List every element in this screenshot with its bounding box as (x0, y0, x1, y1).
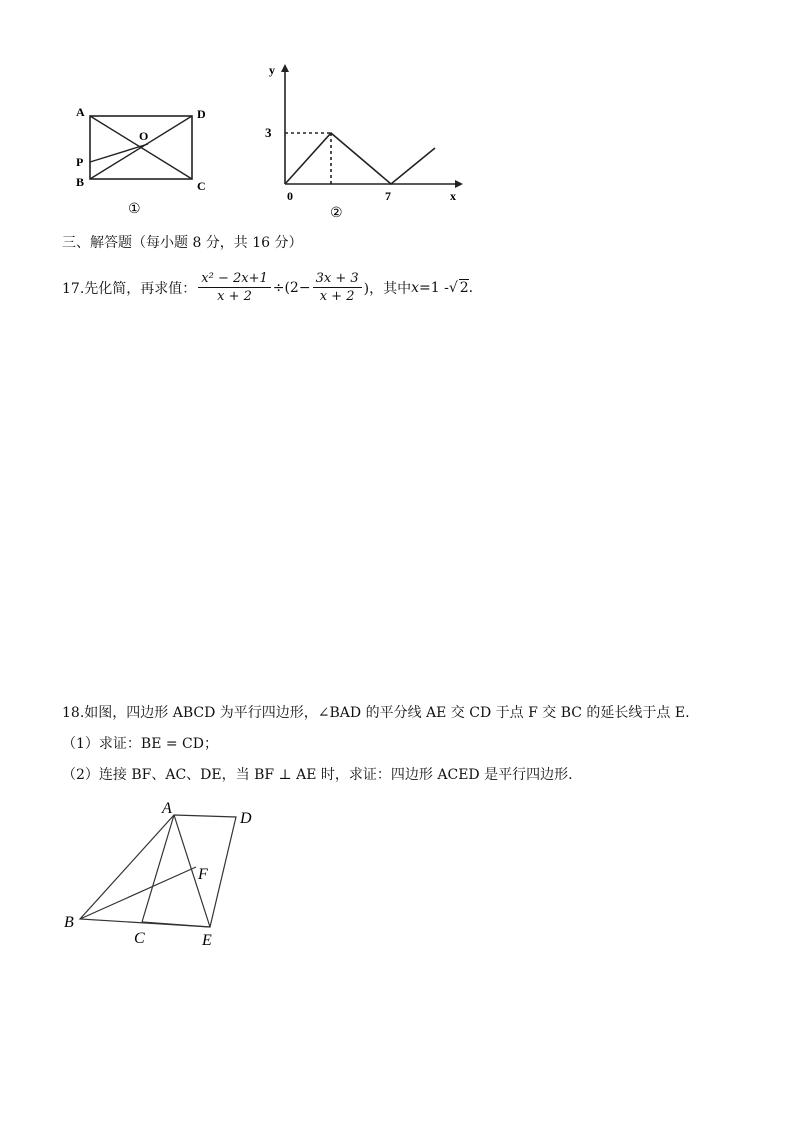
figure-3-parallelogram (60, 795, 270, 955)
q17-fraction-1-denominator: x + 2 (217, 289, 252, 304)
sqrt-icon: √ (448, 279, 458, 296)
figure-1-rectangle (70, 100, 220, 220)
label-C: C (197, 179, 206, 193)
q17-division: ÷(2− (272, 279, 311, 296)
origin-label: 0 (287, 189, 293, 203)
label-F: F (198, 866, 208, 883)
label-D: D (197, 107, 206, 121)
figure-2-graph (255, 60, 465, 220)
q17-fraction-2-denominator: x + 2 (319, 289, 355, 304)
tick-label-7: 7 (385, 189, 391, 203)
figure-2-caption: ② (330, 206, 343, 220)
q17-after: )，其中 (363, 280, 412, 297)
label-B: B (64, 914, 74, 931)
label-A: A (76, 105, 85, 119)
q17-sqrt-argument: 2 (459, 280, 469, 296)
axis-label-x: x (450, 189, 456, 203)
q17-end: . (468, 279, 474, 296)
tick-label-3: 3 (265, 125, 272, 140)
q17-equals: =1 - (418, 279, 449, 296)
axis-label-y: y (269, 63, 275, 77)
q17-fraction-1-numerator: x² − 2x+1 (198, 270, 270, 288)
question-17 (62, 270, 473, 305)
question-18-part-1: （1）求证：BE = CD； (62, 736, 218, 752)
q17-prefix: 17.先化简，再求值： (62, 280, 197, 297)
label-B: B (76, 175, 85, 189)
q17-fraction-2-numerator: 3x + 3 (313, 270, 362, 288)
section-heading: 三、解答题（每小题 8 分，共 16 分） (62, 235, 303, 251)
label-C: C (134, 930, 145, 947)
question-18-stem: 18.如图，四边形 ABCD 为平行四边形，∠BAD 的平分线 AE 交 CD 于点 F 交 BC 的延长线于点 E. (62, 705, 690, 721)
label-A: A (162, 800, 172, 817)
q17-fraction-2 (313, 270, 362, 305)
figure-1-caption: ① (128, 202, 141, 217)
question-18-part-2: （2）连接 BF、AC、DE，当 BF ⊥ AE 时，求证：四边形 ACED 是平行四边形. (62, 767, 573, 783)
label-P: P (76, 155, 84, 169)
label-E: E (202, 932, 212, 949)
q17-variable: x (411, 279, 419, 296)
label-D: D (240, 810, 252, 827)
label-O: O (139, 129, 149, 143)
q17-fraction-1 (198, 270, 270, 305)
